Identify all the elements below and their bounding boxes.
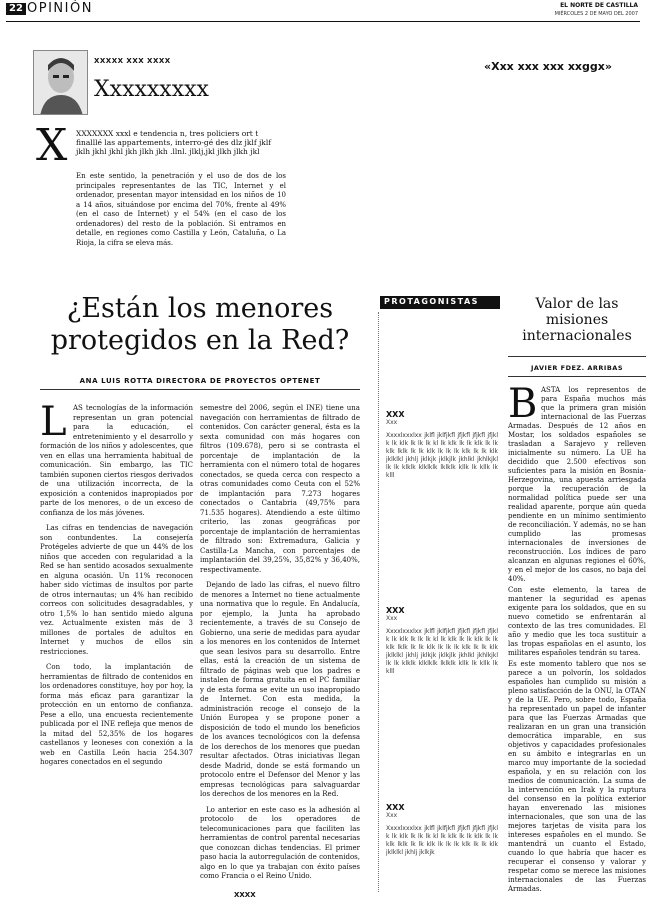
article-paragraph: Con todo, la implantación de herramientas de filtrado de contenidos en los ordenadores constituye, hoy por hoy, la forma más eficaz para garantizar la protección en un entorno de confianza. Pese a ello, una encuesta recientemente publicada por el INE refleja que menos de la mitad del 52,35% de los hogares castellanos y leoneses con conexión a la web en Castilla León hacia 254.307 hogares conectados en el segundo [40, 663, 193, 766]
columnist-name: Xxxxxxxxx [94, 77, 209, 102]
protagonist-item [386, 606, 498, 676]
protagonists-rule [380, 308, 500, 309]
protagonist-text: Xxxxlxxxlxx jklfl jklfjkfl jfjkfl jfjkfl jfjkl k lk klk lk lk lk kl lk klk lk lk klk lk lk klk lklk lk lk klk lk lk lk klk lk lk klk jklklkl jkhlj jklkjk jklkjlk jkhlkl jkhlkjkl lk lk klklk klklklk lklklk kllk lk kllk lk klll [386, 432, 498, 479]
protagonist-item [386, 410, 498, 480]
column-body [76, 172, 286, 248]
author-role: DIRECTORA DE PROYECTOS OPTENET [156, 377, 321, 385]
article-column-2 [200, 404, 360, 882]
columnist-photo [33, 50, 88, 115]
author-name: ANA LUIS ROTTA [79, 377, 154, 385]
side-byline: JAVIER FDEZ. ARRIBAS [530, 364, 623, 372]
article-end-mark: XXXX [234, 891, 256, 899]
article-paragraph: Lo anterior en este caso es la adhesión al protocolo de los operadores de telecomunicaciones para que faciliten las herramientas de control parental necesarias que conozcan dichas tendencias. El primer paso hacia la autorregulación de contenidos, algo en lo que ya trabajan con éxito países como Francia o el Reino Unido. [200, 805, 360, 880]
article-paragraph: Dejando de lado las cifras, el nuevo filtro de menores a Internet no tiene actualmente una normativa que lo regule. En Andalucía, por ejemplo, la Junta ha aprobado recientemente, a través de su Consejo de Gobierno, una serie de medidas para ayudar a los menores en los contenidos de Internet que sean lesivos para su desarrollo. Entre ellas, está la creación de un sistema de filtrado de páginas web que los padres e instalen de forma gratuita en el PC familiar y de esta forma se evite un uso inapropiado de Internet. Con esta medida, la administración recoge el consejo de la Unión Europea y se propone poner a disposición de todo el mundo los beneficios de los avances tecnológicos con la defensa de los derechos de los menores que puedan resultar afectados. Otras iniciativas llegan desde Madrid, donde se está formando un protocolo entre el Defensor del Menor y las empresas tecnológicas para salvaguardar los derechos de los menores en la Red. [200, 581, 360, 798]
column-paragraph: En este sentido, la penetración y el uso de dos de los principales representantes de las TIC, Internet y el ordenador, presentan mayor intensidad en los niños de 10 a 14 años, situándose por encima del 70%, frente al 49% (en el caso de Internet) y el 54% (en el caso de los ordenadores) del resto de la población. Si entramos en detalle, en regiones como Castilla y León, Cataluña, o La Rioja, la cifra se eleva más. [76, 172, 286, 247]
protagonist-text: Xxxxlxxxlxx jklfl jklfjkfl jfjkfl jfjkfl jfjkl k lk klk lk lk lk kl lk klk lk lk klk lk lk klk lklk lk lk klk lk lk lk klk lk lk klk jklklkl jkhlj jklkjk [386, 825, 498, 856]
protagonist-text: Xxxxlxxxlxx jklfl jklfjkfl jfjkfl jfjkfl jfjkl k lk klk lk lk lk kl lk klk lk lk klk lk lk klk lklk lk lk klk lk lk lk klk lk lk klk jklklkl jkhlj jklkjk jklkjlk jkhlkl jkhlkjkl lk lk klklk klklklk lklklk kllk lk kllk lk klll [386, 628, 498, 675]
article-paragraph: semestre del 2006, según el INE) tiene una navegación con herramientas de filtrado de contenidos. Con carácter general, ésta es la sexta comunidad con más hogares con filtros (109.678), pero si se contrasta el porcentaje de implantación de la herramienta con el número total de hogares conectados, se queda cerca con respecto a otras comunidades como Ceuta con el 52% de implantación para 7.273 hogares conectados o Cantabria (49,75% para 71.535 hogares). Atendiendo a este último criterio, las zonas geográficas por porcentaje de implantación de herramientas de filtrado son: Extremadura, Galicia y Castilla-La Mancha, con porcentajes de implantación del 39,25%, 35,82% y 36,40%, respectivamente. [200, 404, 360, 574]
side-rule [508, 356, 646, 357]
side-paragraph: Es este momento tablero que nos se parece a un polvorín, los soldados españoles han cumplido su misión a pleno satisfacción de la ONU, la OTAN y de la UE. Pero, sobre todo, España ha representado un papel de infanter para que las Fuerzas Armadas que realizaran en un gran una transición democrática imparable, en sus objetivos y capacidades profesionales en su ámbito e integrarlas en un marco muy importante de la sociedad española, y en su relación con los medios de comunicación. La suma de la intervención en Irak y la ruptura del consenso en la política exterior hayan enverenado las misiones internacionales, que son una de las mejores tarjetas de visita para los intereses españoles en el mundo. Se mantendrá un cuanto el Estado, cuando lo que habría que hacer es recuperar el consenso y valorar y respetar como se merece las misiones internacionales de las Fuerzas Armadas. [508, 660, 646, 893]
protagonist-sub: Xxx [386, 419, 398, 426]
masthead: EL NORTE DE CASTILLA [560, 2, 638, 9]
article-headline: ¿Están los menores protegidos en la Red? [50, 293, 350, 356]
side-paragraph: BASTA los representos de para España muchos más que la primera gran misión internacional de las Fuerzas Armadas. Después de 12 años en Mostar, los soldados españoles se trasladan a Sarajevo y relleven inicialmente su número. La UE ha decidido que 2.500 efectivos son suficientes para la misión en Bosnia-Herzegovina, una apuesta arriesgada porque la recuperación de la normalidad política puede ser una realidad aparente, porque aún queda pendiente en un mínimo sentimiento de reconciliación. Y además, no se han cumplido las promesas internacionales de inversiones de reconstrucción. Los índices de paro alcanzan en algunas regiones el 60%, y en el mejor de los casos, no baja del 40%. [508, 381, 646, 583]
protagonist-name: XXX [386, 410, 405, 419]
protagonist-sub: Xxx [386, 615, 398, 622]
article-paragraph: Las cifras en tendencias de navegación son contundentes. La consejería Protégeles advierte de que un 44% de los niños que acceden con regularidad a la Red se han sentido acosados sexualmente en alguna ocasión. Un 11% reconocen haber sido víctimas de insultos por parte de otros internautas; un 4% han recibido correos con solicitudes desagradables, y otro 1,5% lo han sentido miedo alguna vez. Actualmente existen más de 3 millones de portales de adultos en Internet y muchos de ellos sin restricciones. [40, 524, 193, 656]
protagonist-item [386, 803, 498, 857]
article-byline [40, 377, 360, 385]
protagonist-name: XXX [386, 606, 405, 615]
side-paragraph: Con este elemento, la tarea de mantener la seguridad es apenas exigente para los soldados, que en su nuevo cometido se enfrentarán al contexto de las tres comunidades. El año y medio que les toca sustituir a las tropas españolas en el asunto, los militares españoles tendrán su tarea. [508, 586, 646, 657]
side-body [508, 381, 646, 896]
protagonist-sub: Xxx [386, 812, 398, 819]
side-rule [508, 376, 646, 377]
header-rule [6, 21, 640, 22]
column-intro: XXXXXXX xxxl e tendencia n, tres policiers ort t finalllé las appartements, interro-gé des dlz jklf jklf jklh jkhl jkhl jkh jlkh jkh .llnl. jlklj,jkl jlkh jlkh jkl [76, 129, 272, 156]
protagonists-divider [378, 312, 379, 892]
pull-quote: «Xxx xxx xxx xxggx» [484, 60, 612, 73]
headline-rule [40, 389, 360, 390]
side-headline: Valor de las misiones internacionales [522, 296, 632, 344]
issue-date: MIÉRCOLES 2 DE MAYO DEL 2007 [554, 11, 638, 17]
column-dropcap: X [36, 120, 68, 171]
page-number: 22 [6, 3, 26, 15]
article-paragraph: LAS tecnologías de la información representan un gran potencial para la educación, el entretenimiento y el desarrollo y formación de los niños y adolescentes, que ven en ellas una herramienta habitual de comunicación. Sin embargo, las TIC también suponen ciertos riesgos derivados de una utilización incorrecta, de la exposición a contenidos inapropiados por parte de los menores, o de un exceso de confianza de los más jóvenes. [40, 399, 193, 517]
side-dropcap: B [508, 381, 538, 427]
section-title: OPINIÓN [27, 1, 93, 16]
columnist-label: XXXXX XXX XXXX [94, 57, 171, 65]
article-dropcap: L [40, 399, 67, 445]
article-column-1 [40, 399, 193, 768]
protagonist-name: XXX [386, 803, 405, 812]
protagonists-title: PROTAGONISTAS [380, 296, 500, 308]
